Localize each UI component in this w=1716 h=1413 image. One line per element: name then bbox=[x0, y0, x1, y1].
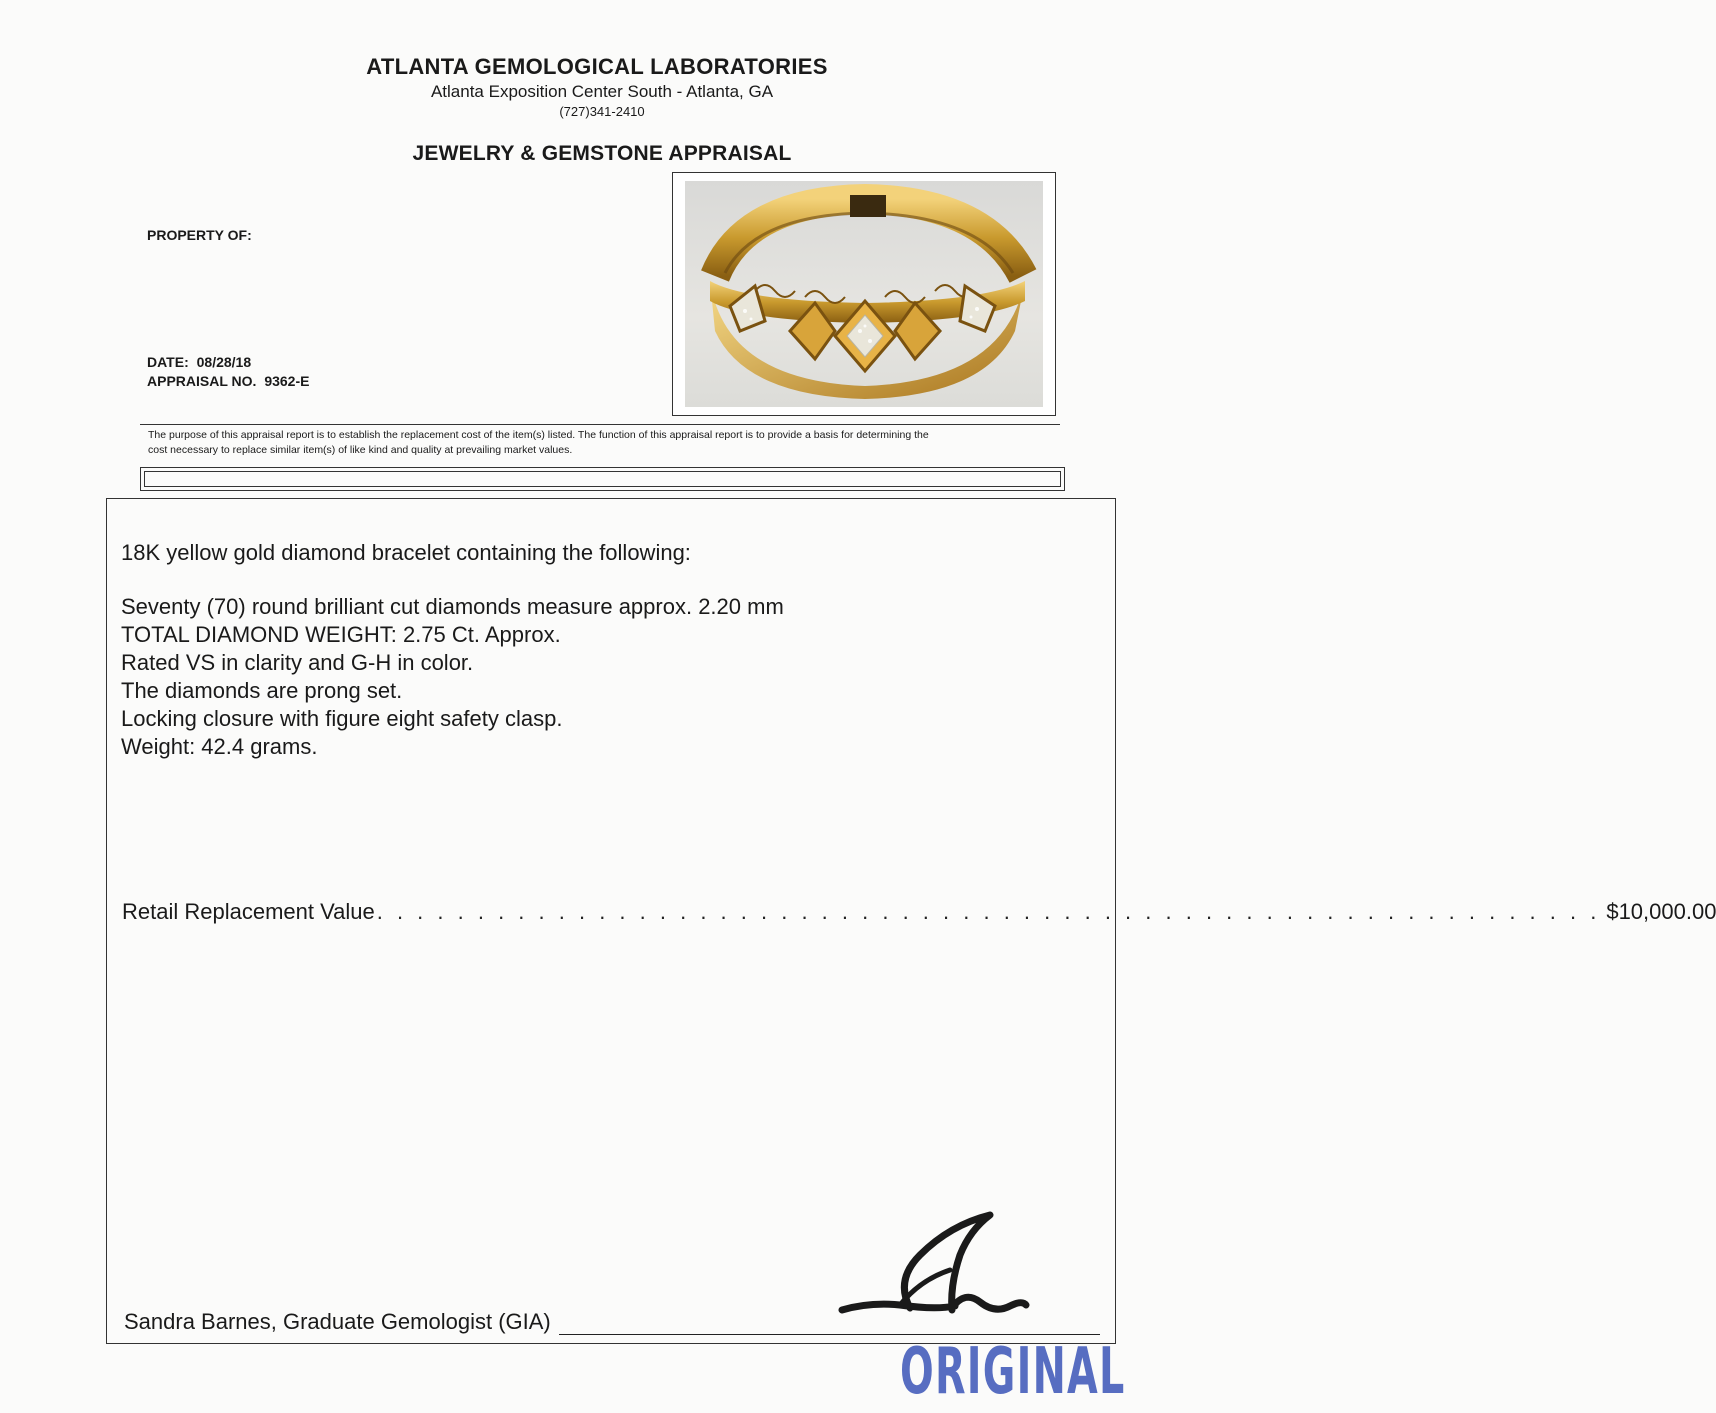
detail-line-total-weight: TOTAL DIAMOND WEIGHT: 2.75 Ct. Approx. bbox=[121, 622, 561, 647]
purpose-statement bbox=[148, 428, 1053, 458]
date-label: DATE: bbox=[147, 354, 189, 370]
item-details bbox=[121, 593, 784, 761]
document-title: JEWELRY & GEMSTONE APPRAISAL bbox=[412, 142, 792, 165]
original-stamp: ORIGINAL bbox=[900, 1335, 1126, 1409]
property-of-label: PROPERTY OF: bbox=[147, 227, 252, 243]
replacement-value-row bbox=[122, 893, 1716, 925]
detail-line-clarity-color: Rated VS in clarity and G-H in color. bbox=[121, 650, 474, 675]
appraisal-number-label: APPRAISAL NO. bbox=[147, 373, 257, 389]
date-row bbox=[147, 354, 251, 370]
date-value: 08/28/18 bbox=[196, 354, 252, 370]
purpose-line-1: The purpose of this appraisal report is to establish the replacement cost of the item(s) listed. The function of this appraisal report is to provide a basis for determining the bbox=[148, 429, 929, 441]
section-bar bbox=[140, 467, 1065, 491]
purpose-divider bbox=[140, 424, 1060, 425]
purpose-line-2: cost necessary to replace similar item(s) of like kind and quality at prevailing market values. bbox=[148, 444, 573, 456]
replacement-value-label: Retail Replacement Value bbox=[122, 899, 375, 924]
bracelet-photo bbox=[685, 181, 1043, 407]
section-bar-inner bbox=[144, 471, 1061, 487]
detail-line-setting: The diamonds are prong set. bbox=[121, 678, 403, 703]
appraisal-number-row bbox=[147, 373, 309, 389]
item-photo-frame bbox=[672, 172, 1056, 416]
leader-dots: . . . . . . . . . . . . . . . . . . . . . . . . . . . . . . . . . . . . . . . . . . . . . . . . . . . . . . . . . . . . . bbox=[376, 899, 1601, 924]
replacement-value-amount: $10,000.00 bbox=[1606, 899, 1716, 924]
lab-address: Atlanta Exposition Center South - Atlanta, GA bbox=[430, 82, 774, 101]
lab-name: ATLANTA GEMOLOGICAL LABORATORIES bbox=[366, 54, 828, 79]
bracelet-illustration bbox=[685, 181, 1043, 407]
detail-line-closure: Locking closure with figure eight safety clasp. bbox=[121, 706, 563, 731]
appraiser-name: Sandra Barnes, Graduate Gemologist (GIA) bbox=[124, 1309, 551, 1334]
item-heading: 18K yellow gold diamond bracelet containing the following: bbox=[121, 540, 691, 565]
detail-line-metal-weight: Weight: 42.4 grams. bbox=[121, 734, 318, 759]
lab-phone: (727)341-2410 bbox=[559, 104, 645, 119]
detail-line-stones: Seventy (70) round brilliant cut diamonds measure approx. 2.20 mm bbox=[121, 594, 784, 619]
appraisal-number-value: 9362-E bbox=[264, 373, 310, 389]
handwritten-signature bbox=[840, 1210, 1030, 1325]
